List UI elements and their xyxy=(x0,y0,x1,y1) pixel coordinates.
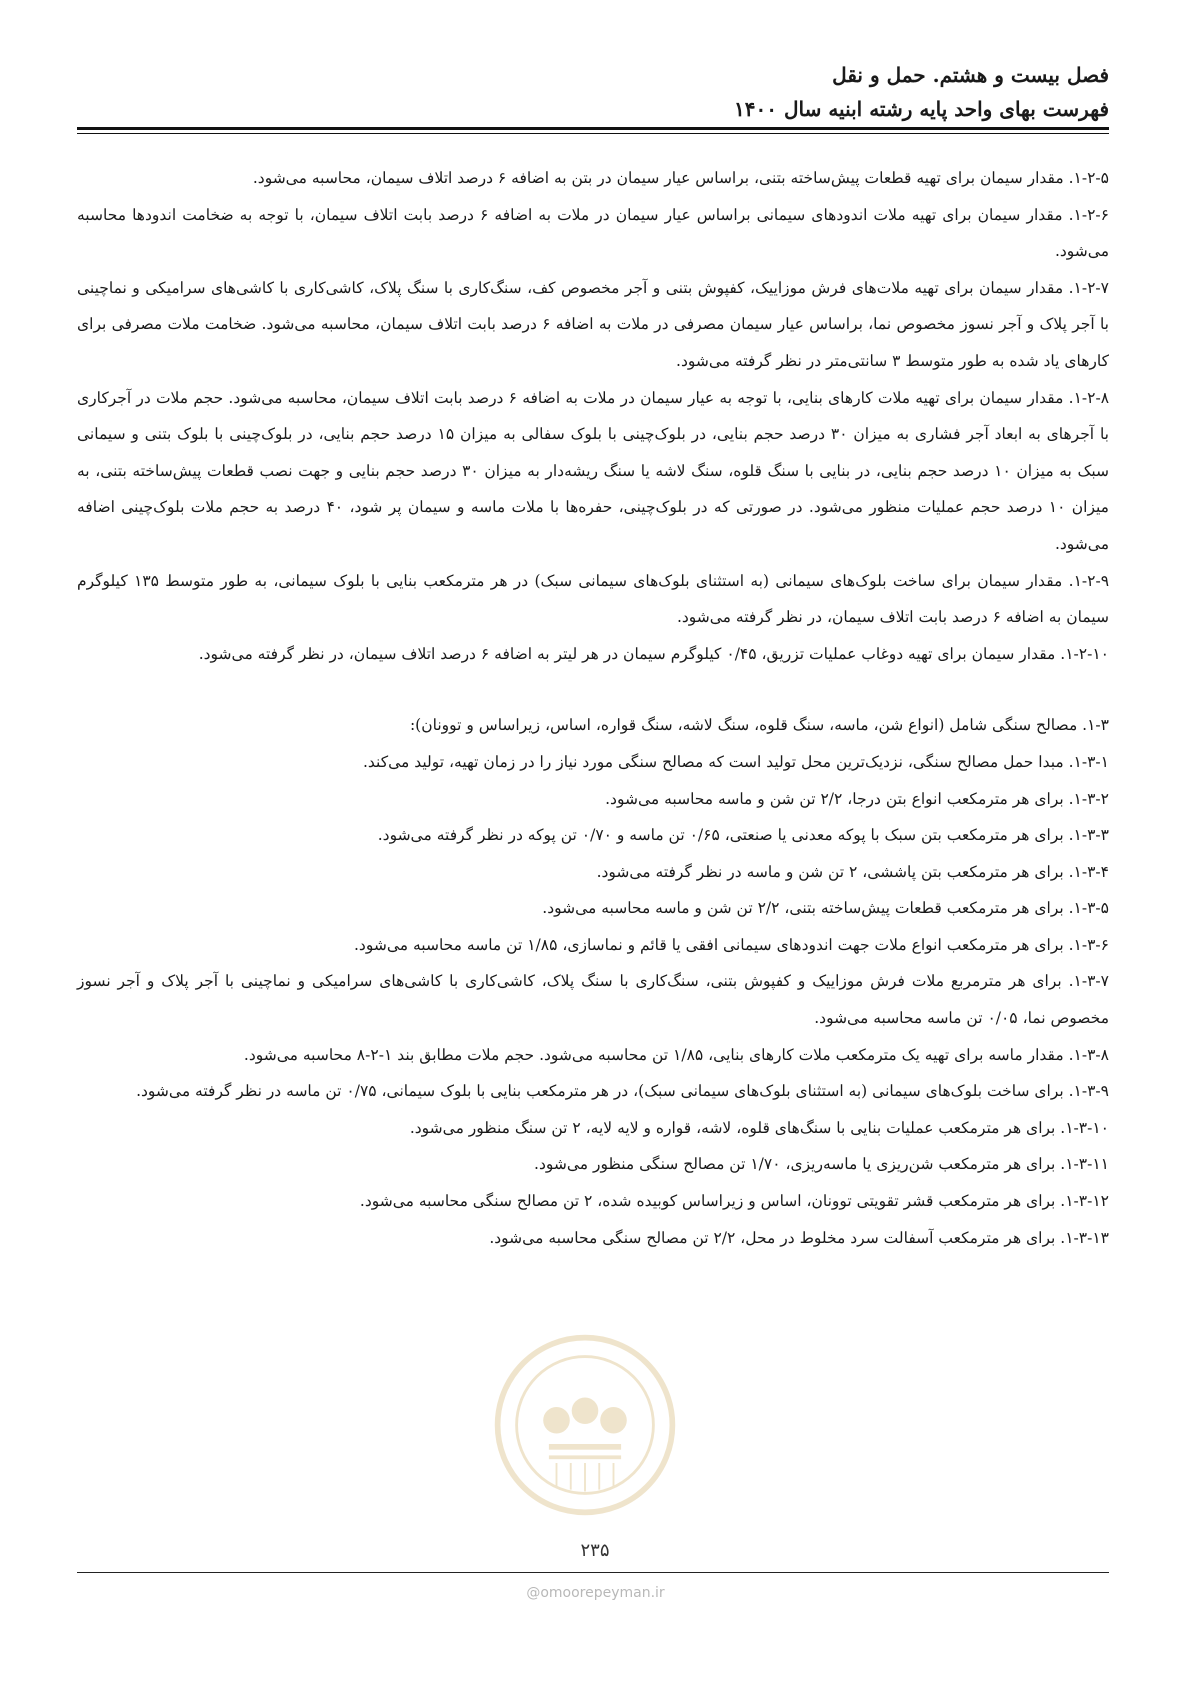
chapter-title: فصل بیست و هشتم. حمل و نقل xyxy=(832,63,1109,87)
section-gap xyxy=(77,672,1109,707)
clause-1-3-1: ۱-۳-۱. مبدا حمل مصالح سنگی، نزدیک‌ترین محل تولید است که مصالح سنگی مورد نیاز را در زمان تهیه، تولید می‌کند. xyxy=(362,752,1109,771)
header-divider-thin xyxy=(77,133,1109,134)
clause-1-3-8: ۱-۳-۸. مقدار ماسه برای تهیه یک مترمکعب ملات کارهای بنایی، ۱/۸۵ تن محاسبه می‌شود. حجم ملات مطابق بند ۱-۲-۸ محاسبه می‌شود. xyxy=(243,1045,1109,1064)
clause-1-2-5: ۱-۲-۵. مقدار سیمان برای تهیه قطعات پیش‌ساخته بتنی، براساس عیار سیمان در بتن به اضافه ۶ درصد اتلاف سیمان، محاسبه می‌شود. xyxy=(252,169,1109,187)
price-list-title: فهرست بهای واحد پایه رشته ابنیه سال ۱۴۰۰ xyxy=(734,97,1109,121)
clause-1-2-9: ۱-۲-۹. مقدار سیمان برای ساخت بلوک‌های سیمانی (به استثنای بلوک‌های سیمانی سبک) در هر مترمکعب بنایی با بلوک سیمانی، به طور متوسط ۱۳۵ کیلوگرم سیمان به اضافه ۶ درصد بابت اتلاف سیمان، در نظر گرفته می‌شود. xyxy=(77,571,1110,627)
clause-1-3-12: ۱-۳-۱۲. برای هر مترمکعب قشر تقویتی توونان، اساس و زیراساس کوبیده شده، ۲ تن مصالح سنگی محاسبه می‌شود. xyxy=(359,1192,1109,1211)
body-content xyxy=(77,160,1109,1256)
clause-1-2-8: ۱-۲-۸. مقدار سیمان برای تهیه ملات کارهای بنایی، با توجه به عیار سیمان در ملات به اضافه ۶ درصد بابت اتلاف سیمان، محاسبه می‌شود. حجم ملات در آجرکاری با آجرهای به ابعاد آجر فشاری به میزان ۳۰ درصد حجم بنایی، در بلوک‌چینی با بلوک سفالی به میزان ۱۵ درصد حجم بنایی، در بلوک‌چینی با بلوک بتنی و سیمانی سبک به میزان ۱۰ درصد حجم بنایی، در بنایی با سنگ قلوه، سنگ لاشه یا سنگ ریشه‌دار به میزان ۳۰ درصد حجم بنایی و جهت نصب قطعات پیش‌ساخته بتنی، به میزان ۱۰ درصد حجم عملیات منظور می‌شود. در صورتی که در بلوک‌چینی، حفره‌ها با ملات ماسه و سیمان پر شود، ۴۰ درصد به حجم ملات بلوک‌چینی اضافه می‌شود. xyxy=(77,388,1110,553)
clause-1-3-10: ۱-۳-۱۰. برای هر مترمکعب عملیات بنایی با سنگ‌های قلوه، لاشه، قواره و لایه لایه، ۲ تن سنگ منظور می‌شود. xyxy=(409,1118,1109,1137)
clause-1-3-7: ۱-۳-۷. برای هر مترمربع ملات فرش موزاییک و کفپوش بتنی، سنگ‌کاری با سنگ پلاک، کاشی‌کاری با کاشی‌های سرامیکی و نماچینی با آجر پلاک و آجر نسوز مخصوص نما، ۰/۰۵ تن ماسه محاسبه می‌شود. xyxy=(77,972,1109,1028)
footer-website-watermark: @omoorepeyman.ir xyxy=(526,1585,665,1601)
clause-1-3-13: ۱-۳-۱۳. برای هر مترمکعب آسفالت سرد مخلوط در محل، ۲/۲ تن مصالح سنگی محاسبه می‌شود. xyxy=(489,1228,1109,1247)
clause-1-3-4: ۱-۳-۴. برای هر مترمکعب بتن پاششی، ۲ تن شن و ماسه در نظر گرفته می‌شود. xyxy=(596,862,1109,881)
page-number: ۲۳۵ xyxy=(580,1540,610,1561)
seal-watermark-icon xyxy=(490,1330,680,1520)
footer-divider xyxy=(77,1572,1109,1573)
page-header xyxy=(77,58,1109,126)
clause-1-3-9: ۱-۳-۹. برای ساخت بلوک‌های سیمانی (به استثنای بلوک‌های سیمانی سبک)، در هر مترمکعب بنایی با بلوک سیمانی، ۰/۷۵ تن ماسه در نظر گرفته می‌شود. xyxy=(136,1082,1109,1101)
clause-1-2-6: ۱-۲-۶. مقدار سیمان برای تهیه ملات اندودهای سیمانی براساس عیار سیمان در ملات به اضافه ۶ درصد بابت اتلاف سیمان، با توجه به ضخامت اندودها محاسبه می‌شود. xyxy=(77,205,1109,261)
clause-1-3-6: ۱-۳-۶. برای هر مترمکعب انواع ملات جهت اندودهای سیمانی افقی یا قائم و نماسازی، ۱/۸۵ تن ماسه محاسبه می‌شود. xyxy=(354,935,1109,954)
clause-1-2-7: ۱-۲-۷. مقدار سیمان برای تهیه ملات‌های فرش موزاییک، کفپوش بتنی و آجر مخصوص کف، سنگ‌کاری با سنگ پلاک، کاشی‌کاری با کاشی‌های سرامیکی و نماچینی با آجر پلاک و آجر نسوز مخصوص نما، براساس عیار سیمان مصرفی در ملات به اضافه ۶ درصد بابت اتلاف سیمان، محاسبه می‌شود. ضخامت ملات مصرفی برای کارهای یاد شده به طور متوسط ۳ سانتی‌متر در نظر گرفته می‌شود. xyxy=(77,278,1109,370)
clause-1-3-11: ۱-۳-۱۱. برای هر مترمکعب شن‌ریزی یا ماسه‌ریزی، ۱/۷۰ تن مصالح سنگی منظور می‌شود. xyxy=(534,1155,1109,1174)
clause-1-2-10: ۱-۲-۱۰. مقدار سیمان برای تهیه دوغاب عملیات تزریق، ۰/۴۵ کیلوگرم سیمان در هر لیتر به اضافه ۶ درصد اتلاف سیمان، در نظر گرفته می‌شود. xyxy=(198,644,1109,663)
header-divider-thick xyxy=(77,127,1109,130)
clause-1-3: ۱-۳. مصالح سنگی شامل (انواع شن، ماسه، سنگ قلوه، سنگ لاشه، سنگ قواره، اساس، زیراساس و توونان): xyxy=(409,716,1109,735)
clause-1-3-2: ۱-۳-۲. برای هر مترمکعب انواع بتن درجا، ۲/۲ تن شن و ماسه محاسبه می‌شود. xyxy=(605,789,1109,808)
clause-1-3-3: ۱-۳-۳. برای هر مترمکعب بتن سبک با پوکه معدنی یا صنعتی، ۰/۶۵ تن ماسه و ۰/۷۰ تن پوکه در نظر گرفته می‌شود. xyxy=(377,826,1109,845)
clause-1-3-5: ۱-۳-۵. برای هر مترمکعب قطعات پیش‌ساخته بتنی، ۲/۲ تن شن و ماسه محاسبه می‌شود. xyxy=(542,899,1109,918)
